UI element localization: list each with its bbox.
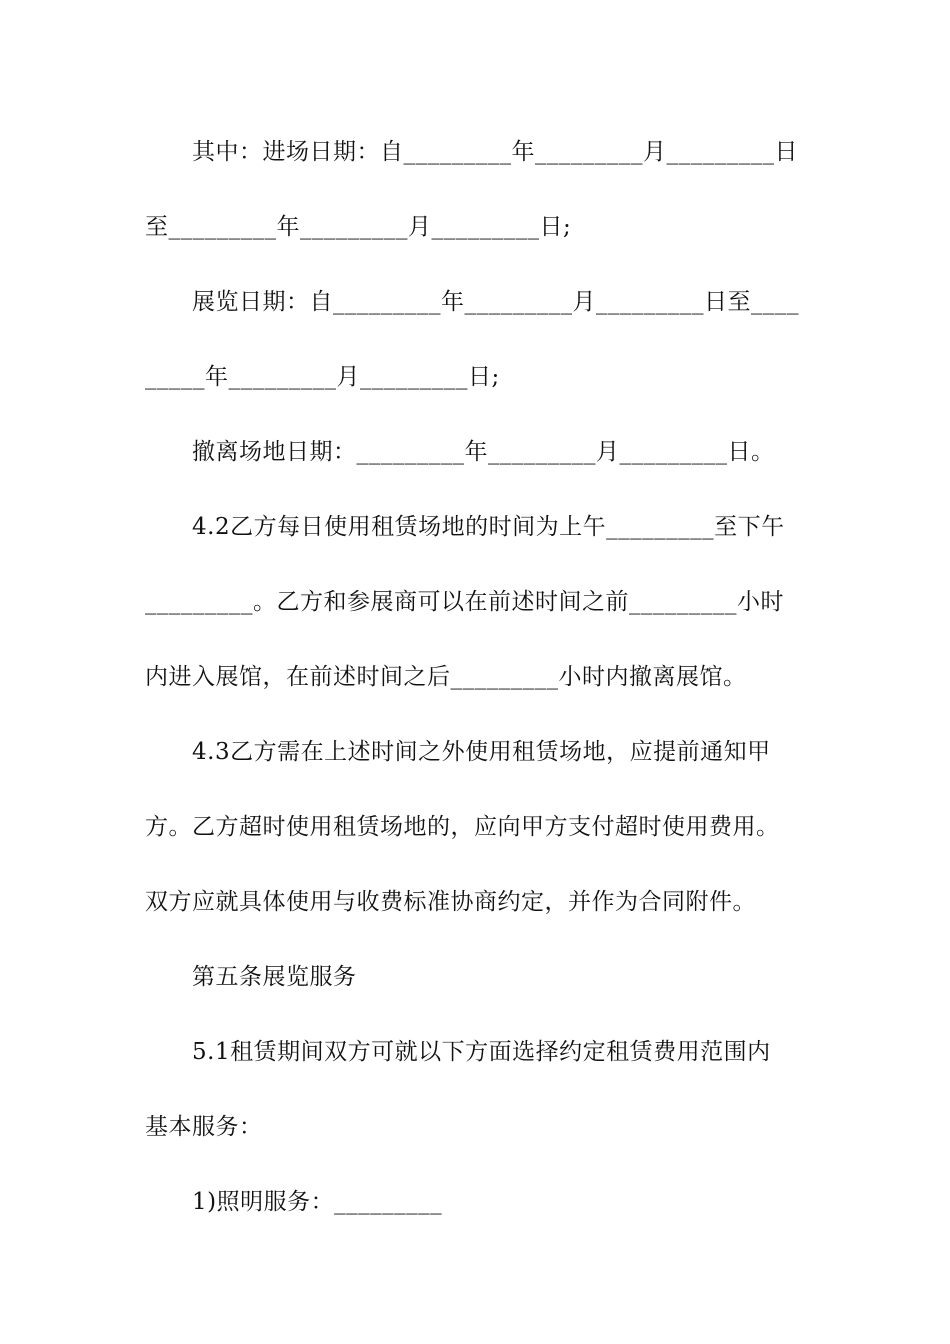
clause-5-1-line-1: 5.1租赁期间双方可就以下方面选择约定租赁费用范围内 bbox=[192, 1039, 771, 1065]
clause-4-3-line-2: 方。乙方超时使用租赁场地的，应向甲方支付超时使用费用。 bbox=[145, 814, 780, 840]
clause-4-2-line-3: 内进入展馆，在前述时间之后_________小时内撤离展馆。 bbox=[145, 664, 747, 690]
clause-4-2-line-1: 4.2乙方每日使用租赁场地的时间为上午_________至下午 bbox=[192, 514, 785, 540]
leave-date-line: 撤离场地日期：_________年_________月_________日。 bbox=[192, 439, 775, 465]
lighting-service-line: 1)照明服务：_________ bbox=[192, 1189, 443, 1215]
article-5-heading: 第五条展览服务 bbox=[192, 964, 357, 990]
exhibition-date-end-line: _____年_________月_________日; bbox=[145, 364, 500, 390]
clause-4-3-line-1: 4.3乙方需在上述时间之外使用租赁场地，应提前通知甲 bbox=[192, 739, 771, 765]
clause-5-1-line-2: 基本服务： bbox=[145, 1114, 263, 1140]
clause-4-2-line-2: _________。乙方和参展商可以在前述时间之前_________小时 bbox=[145, 589, 784, 615]
entry-date-end-line: 至_________年_________月_________日; bbox=[145, 214, 572, 240]
clause-4-3-line-3: 双方应就具体使用与收费标准协商约定，并作为合同附件。 bbox=[145, 889, 756, 915]
entry-date-line: 其中：进场日期：自_________年_________月_________日 bbox=[192, 139, 798, 165]
exhibition-date-line: 展览日期：自_________年_________月_________日至____ bbox=[192, 289, 799, 315]
